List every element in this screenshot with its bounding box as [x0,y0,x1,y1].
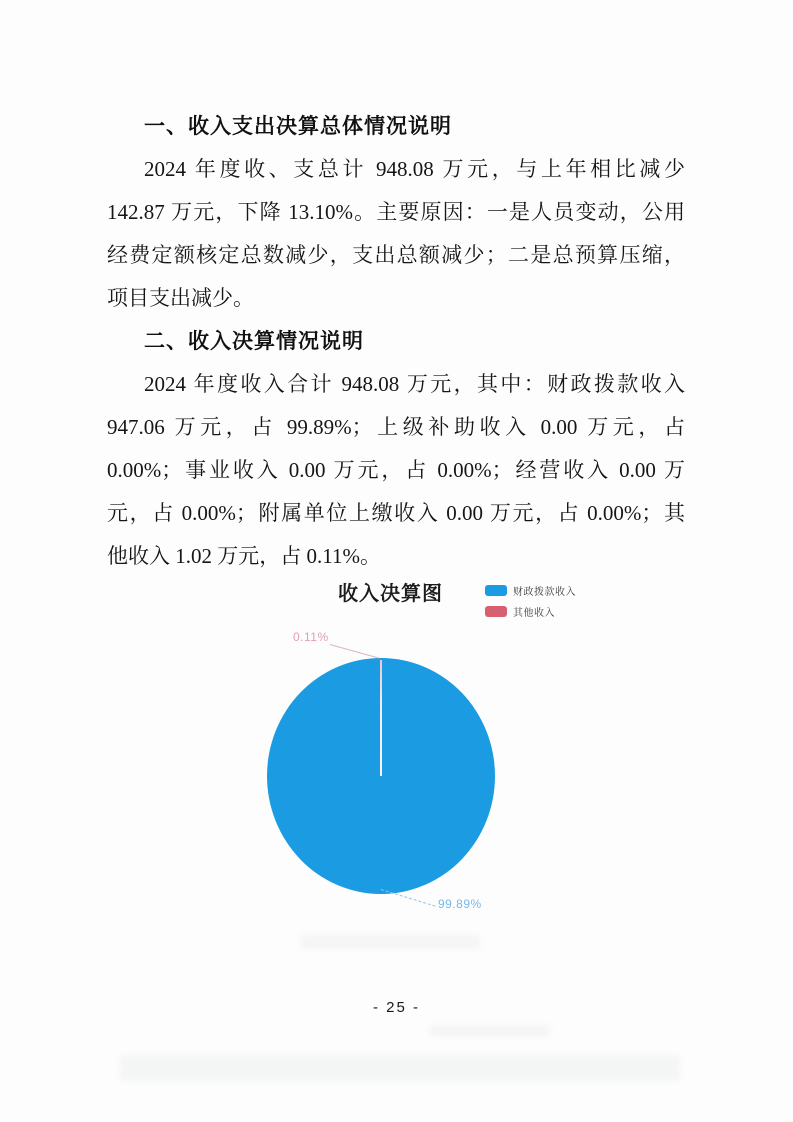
section-2-line-5: 他收入 1.02 万元，占 0.11%。 [107,544,381,568]
page-number: - 25 - [372,999,420,1016]
pie-label-fiscal: 99.89% [438,897,482,911]
legend-item-fiscal [485,584,576,596]
pie-slice-other [380,660,382,776]
section-2-line-3: 0.00%；事业收入 0.00 万元，占 0.00%；经营收入 0.00 万 [107,458,685,482]
legend-swatch-other-icon [485,606,507,617]
section-1-line-3: 经费定额核定总数减少，支出总额减少；二是总预算压缩， [107,243,685,267]
income-pie-chart [0,570,793,940]
leader-line-fiscal [381,889,436,907]
legend-label-fiscal: 财政拨款收入 [513,586,576,598]
pie-label-other: 0.11% [293,630,329,644]
scan-artifact [430,1025,550,1037]
legend-swatch-fiscal-icon [485,585,507,596]
section-1-line-2: 142.87 万元，下降 13.10%。主要原因：一是人员变动，公用 [107,200,685,224]
leader-line-other [330,644,379,659]
document-content [107,105,685,578]
chart-legend [485,584,576,626]
section-2-line-4: 元，占 0.00%；附属单位上缴收入 0.00 万元，占 0.00%；其 [107,501,685,525]
chart-title: 收入决算图 [338,583,443,605]
section-1-line-1: 2024 年度收、支总计 948.08 万元，与上年相比减少 [144,157,685,181]
section-2-line-2: 947.06 万元，占 99.89%；上级补助收入 0.00 万元，占 [107,415,685,439]
legend-item-other [485,605,576,617]
section-2-heading: 二、收入决算情况说明 [144,330,364,353]
section-1-line-4: 项目支出减少。 [107,286,254,310]
section-2-line-1: 2024 年度收入合计 948.08 万元，其中：财政拨款收入 [144,372,685,396]
scan-artifact [120,1055,680,1081]
legend-label-other: 其他收入 [513,607,555,619]
section-1-heading: 一、收入支出决算总体情况说明 [144,115,452,138]
